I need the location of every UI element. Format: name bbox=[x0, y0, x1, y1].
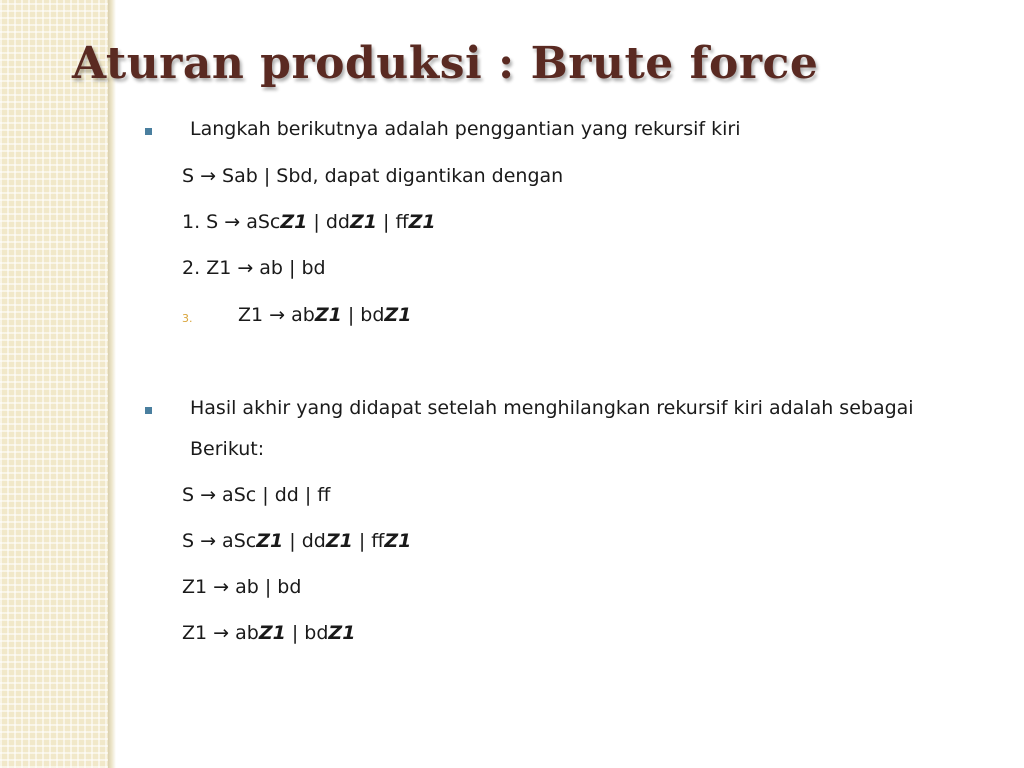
rule-item-2 bbox=[182, 257, 326, 279]
list-number-3: 3. bbox=[182, 312, 193, 325]
rule-item-3-z-b: Z1 bbox=[384, 304, 412, 326]
result-rule-4-mid: | bd bbox=[285, 622, 329, 644]
result-rule-4-z-a: Z1 bbox=[258, 622, 286, 644]
bullet-text-2: Hasil akhir yang didapat setelah menghilangkan rekursif kiri adalah sebagai bbox=[190, 397, 914, 419]
bullet-square-icon bbox=[145, 128, 152, 135]
result-rule-4-prefix: Z1 → ab bbox=[182, 622, 259, 644]
result-rule-4-z-b: Z1 bbox=[328, 622, 356, 644]
rule-item-1-z-a: Z1 bbox=[280, 211, 308, 233]
rule-item-1-mid2: | ff bbox=[377, 211, 409, 233]
rule-item-2-text: Z1 → ab | bd bbox=[206, 257, 326, 279]
rule-item-1-z-b: Z1 bbox=[350, 211, 377, 233]
result-rule-2-z-b: Z1 bbox=[325, 530, 353, 552]
rule-line-s: S → Sab | Sbd, dapat digantikan dengan bbox=[182, 165, 564, 187]
slide-title: Aturan produksi : Brute force bbox=[72, 38, 819, 89]
result-rule-2-mid2: | ff bbox=[352, 530, 385, 552]
rule-item-3 bbox=[238, 304, 411, 326]
rule-item-3-mid: | bd bbox=[341, 304, 385, 326]
result-rule-2-mid: | dd bbox=[283, 530, 326, 552]
result-rule-3: Z1 → ab | bd bbox=[182, 576, 302, 598]
rule-item-1-prefix: 1. S → aSc bbox=[182, 211, 281, 233]
bullet-square-icon bbox=[145, 407, 152, 414]
bullet-text-1: Langkah berikutnya adalah penggantian yang rekursif kiri bbox=[190, 118, 741, 140]
rule-item-3-z-a: Z1 bbox=[314, 304, 342, 326]
result-rule-2-prefix: S → aSc bbox=[182, 530, 257, 552]
result-rule-2-z-a: Z1 bbox=[256, 530, 284, 552]
result-rule-2-z-c: Z1 bbox=[384, 530, 412, 552]
rule-item-2-number: 2. bbox=[182, 257, 201, 279]
rule-item-1 bbox=[182, 211, 436, 233]
decorative-side-edge bbox=[108, 0, 116, 768]
rule-item-1-mid: | dd bbox=[307, 211, 350, 233]
bullet-text-2-cont: Berikut: bbox=[190, 438, 265, 460]
decorative-side-pattern bbox=[0, 0, 112, 768]
result-rule-4 bbox=[182, 622, 355, 644]
result-rule-1: S → aSc | dd | ff bbox=[182, 484, 331, 506]
rule-item-3-prefix: Z1 → ab bbox=[238, 304, 315, 326]
rule-item-1-z-c: Z1 bbox=[408, 211, 436, 233]
result-rule-2 bbox=[182, 530, 411, 552]
